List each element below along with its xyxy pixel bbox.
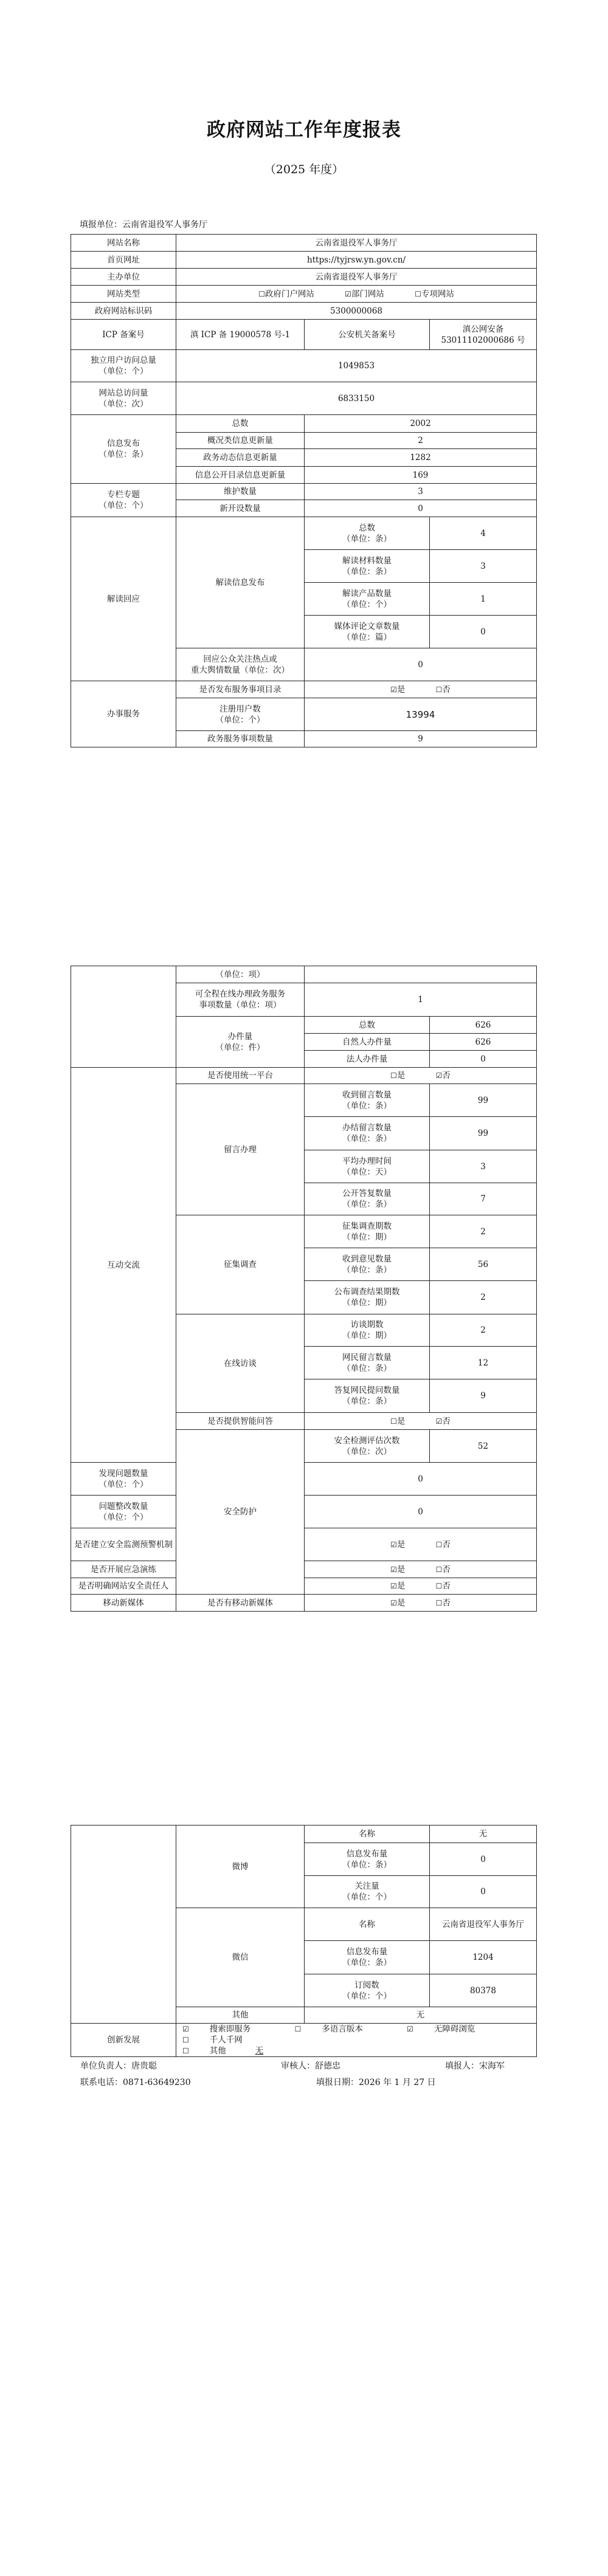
service-items-unit: （单位：项）	[176, 966, 305, 983]
columns-row-label: 新开设数量	[176, 500, 305, 517]
service-items-value: 9	[305, 731, 537, 747]
columns-row-label: 维护数量	[176, 484, 305, 500]
yes-option[interactable]: ☑是	[390, 684, 406, 695]
messages-row-label: 办结留言数量 （单位：条）	[305, 1117, 430, 1150]
qa-label: 是否提供智能问答	[176, 1413, 305, 1430]
icp-value: 滇 ICP 备 19000578 号-1	[176, 320, 305, 350]
site-type-options	[176, 286, 537, 303]
innovation-option[interactable]: ☑ 搜索即服务	[182, 2024, 251, 2034]
pv-value: 6833150	[176, 382, 537, 415]
survey-row-label: 公布调查结果期数 （单位：期）	[305, 1281, 430, 1314]
site-type-option[interactable]: ☑部门网站	[345, 289, 384, 299]
drill-options	[305, 1561, 537, 1578]
contact-phone: 联系电话：0871-63649230	[80, 2078, 191, 2087]
weibo-row-value: 无	[430, 1826, 537, 1843]
interpretation-row-value: 0	[430, 616, 537, 648]
innovation-option[interactable]: ☑ 无障碍浏览	[407, 2024, 475, 2034]
messages-row-label: 公开答复数量 （单位：条）	[305, 1183, 430, 1215]
security-row-value: 0	[305, 1463, 537, 1496]
yes-option[interactable]: ☑是	[390, 1581, 406, 1591]
reviewer: 审核人：舒德忠	[281, 2061, 340, 2071]
innovation-option[interactable]: ☐ 多语言版本	[294, 2024, 363, 2034]
report-title: 政府网站工作年度报表	[207, 119, 401, 141]
icp-label: ICP 备案号	[71, 320, 176, 350]
info-release-row-value: 169	[305, 467, 537, 484]
online-items-value: 1	[305, 983, 537, 1017]
checkbox-unchecked-icon: ☐	[390, 1417, 397, 1426]
report-year: （2025 年度）	[264, 163, 344, 176]
uv-label: 独立用户访问总量 （单位：个）	[71, 350, 176, 382]
security-label: 安全防护	[176, 1430, 305, 1595]
mobile-label-continued	[71, 1826, 176, 2024]
wechat-label: 微信	[176, 1908, 305, 2007]
survey-row-label: 收到意见数量 （单位：条）	[305, 1248, 430, 1281]
id-code-label: 政府网站标识码	[71, 303, 176, 320]
id-code-value: 5300000068	[176, 303, 537, 320]
checkbox-unchecked-icon: ☐	[435, 1540, 443, 1549]
interview-row-label: 网民留言数量 （单位：条）	[305, 1347, 430, 1379]
wechat-row-label: 名称	[305, 1908, 430, 1941]
registered-users-value: 13994	[305, 698, 537, 731]
survey-row-label: 征集调查期数 （单位：期）	[305, 1215, 430, 1248]
wechat-row-value: 云南省退役军人事务厅	[430, 1908, 537, 1941]
checkbox-unchecked-icon: ☐	[435, 1598, 443, 1607]
interview-row-value: 9	[430, 1379, 537, 1413]
mobile-other-label: 其他	[176, 2007, 305, 2024]
info-release-row-value: 2	[305, 433, 537, 449]
yes-option[interactable]: ☑是	[390, 1564, 406, 1575]
interpretation-row-value: 3	[430, 550, 537, 583]
messages-row-value: 3	[430, 1150, 537, 1183]
checkbox-checked-icon: ☑	[390, 1582, 397, 1590]
security-row-value: 0	[305, 1496, 537, 1528]
checkbox-checked-icon: ☑	[407, 2025, 413, 2033]
messages-row-label: 收到留言数量 （单位：条）	[305, 1084, 430, 1117]
interview-row-value: 12	[430, 1347, 537, 1379]
checkbox-checked-icon: ☑	[390, 1565, 397, 1574]
columns-row-value: 3	[305, 484, 537, 500]
service-items-label: 政务服务事项数量	[176, 731, 305, 747]
no-option[interactable]: ☑否	[435, 1071, 451, 1080]
columns-row-value: 0	[305, 500, 537, 517]
cases-row-label: 法人办件量	[305, 1051, 430, 1068]
registered-users-label: 注册用户数 （单位：个）	[176, 698, 305, 731]
innovation-option[interactable]: ☐ 千人千网	[182, 2035, 243, 2045]
weibo-row-label: 名称	[305, 1826, 430, 1843]
survey-row-value: 2	[430, 1215, 537, 1248]
yes-option[interactable]: ☐是	[390, 1071, 406, 1080]
weibo-row-value: 0	[430, 1843, 537, 1876]
checkbox-checked-icon: ☑	[345, 289, 351, 298]
yes-option[interactable]: ☑是	[390, 1539, 406, 1550]
wechat-row-value: 80378	[430, 1974, 537, 2007]
security-row-label: 问题整改数量 （单位：个）	[71, 1496, 176, 1528]
filling-unit: 填报单位：云南省退役军人事务厅	[80, 220, 207, 230]
mobile-other-value: 无	[305, 2007, 537, 2024]
report-table-page-1	[71, 234, 537, 747]
no-option[interactable]: ☐否	[435, 684, 451, 695]
interpretation-row-value: 4	[430, 517, 537, 550]
filled-by: 填报人：宋海军	[445, 2061, 505, 2071]
columns-label: 专栏专题 （单位：个）	[71, 484, 176, 517]
interview-row-label: 访谈期数 （单位：期）	[305, 1314, 430, 1347]
innovation-other-value: 无	[255, 2046, 264, 2056]
checkbox-unchecked-icon: ☐	[182, 2047, 189, 2055]
info-release-row-label: 概况类信息更新量	[176, 433, 305, 449]
site-type-option[interactable]: ☐政府门户网站	[258, 289, 314, 299]
interpretation-sub-label: 解读信息发布	[176, 517, 305, 648]
interpretation-row-label: 解读产品数量 （单位：个）	[305, 583, 430, 616]
report-table-page-2	[71, 966, 537, 1612]
no-option[interactable]: ☐否	[435, 1564, 451, 1575]
online-items-label: 可全程在线办理政务服务 事项数量（单位：项）	[176, 983, 305, 1017]
checkbox-checked-icon: ☑	[390, 1598, 397, 1607]
checkbox-checked-icon: ☑	[390, 685, 397, 694]
warning-options	[305, 1528, 537, 1561]
yes-option[interactable]: ☑是	[390, 1598, 406, 1608]
interview-row-label: 答复网民提问数量 （单位：条）	[305, 1379, 430, 1413]
interpretation-label: 解读回应	[71, 517, 176, 681]
police-record-value: 滇公网安备 53011102000686 号	[430, 320, 537, 350]
survey-row-value: 2	[430, 1281, 537, 1314]
yes-option[interactable]: ☐是	[390, 1416, 406, 1426]
cases-row-label: 总数	[305, 1017, 430, 1034]
homepage-label: 首页网址	[71, 252, 176, 269]
site-type-option[interactable]: ☐专项网站	[415, 289, 454, 299]
service-label: 办事服务	[71, 681, 176, 747]
interview-label: 在线访谈	[176, 1314, 305, 1413]
checkbox-unchecked-icon: ☐	[390, 1071, 397, 1080]
service-catalog-options	[305, 681, 537, 698]
innovation-option-other[interactable]: ☐ 其他 无	[182, 2045, 292, 2056]
qa-options	[305, 1413, 537, 1430]
interpretation-row-label: 媒体评论文章数量 （单位：篇）	[305, 616, 430, 648]
sponsor-value: 云南省退役军人事务厅	[176, 269, 537, 286]
wechat-row-label: 信息发布量 （单位：条）	[305, 1941, 430, 1974]
messages-row-value: 99	[430, 1084, 537, 1117]
checkbox-unchecked-icon: ☐	[258, 289, 265, 298]
no-option[interactable]: ☐否	[435, 1598, 451, 1608]
unit-head: 单位负责人：唐贵聪	[80, 2061, 157, 2071]
info-release-row-label: 信息公开目录信息更新量	[176, 467, 305, 484]
checkbox-unchecked-icon: ☐	[435, 1565, 443, 1574]
checkbox-unchecked-icon: ☐	[435, 1582, 443, 1590]
weibo-row-label: 信息发布量 （单位：条）	[305, 1843, 430, 1876]
messages-row-value: 99	[430, 1117, 537, 1150]
messages-row-label: 平均办理时间 （单位：天）	[305, 1150, 430, 1183]
police-record-label: 公安机关备案号	[305, 320, 430, 350]
owner-label: 是否明确网站安全责任人	[71, 1578, 176, 1595]
site-type-label: 网站类型	[71, 286, 176, 303]
cases-row-label: 自然人办件量	[305, 1034, 430, 1051]
sponsor-label: 主办单位	[71, 269, 176, 286]
survey-row-value: 56	[430, 1248, 537, 1281]
wechat-row-value: 1204	[430, 1941, 537, 1974]
fill-date: 填报日期：2026 年 1 月 27 日	[316, 2078, 436, 2087]
checkbox-checked-icon: ☑	[182, 2025, 189, 2033]
platform-options	[305, 1068, 537, 1084]
wechat-row-label: 订阅数 （单位：个）	[305, 1974, 430, 2007]
interpretation-row-label: 解读材料数量 （单位：条）	[305, 550, 430, 583]
site-name-label: 网站名称	[71, 235, 176, 252]
weibo-row-label: 关注量 （单位：个）	[305, 1876, 430, 1908]
innovation-label: 创新发展	[71, 2024, 176, 2057]
security-row-value: 52	[430, 1430, 537, 1463]
mobile-has-options	[305, 1595, 537, 1612]
info-release-row-value: 1282	[305, 449, 537, 467]
interpretation-row-value: 1	[430, 583, 537, 616]
checkbox-checked-icon: ☑	[390, 1540, 397, 1549]
security-row-label: 发现问题数量 （单位：个）	[71, 1463, 176, 1496]
checkbox-unchecked-icon: ☐	[182, 2036, 189, 2044]
checkbox-unchecked-icon: ☐	[435, 685, 443, 694]
cases-label: 办件量 （单位：件）	[176, 1017, 305, 1068]
response-value: 0	[305, 648, 537, 681]
owner-options	[305, 1578, 537, 1595]
site-name-value: 云南省退役军人事务厅	[176, 235, 537, 252]
interpretation-row-label: 总数 （单位：条）	[305, 517, 430, 550]
interview-row-value: 2	[430, 1314, 537, 1347]
checkbox-unchecked-icon: ☐	[294, 2025, 302, 2033]
cases-row-value: 626	[430, 1034, 537, 1051]
checkbox-unchecked-icon: ☐	[415, 289, 421, 298]
checkbox-checked-icon: ☑	[435, 1417, 443, 1426]
report-table-page-3	[71, 1825, 537, 2057]
homepage-link[interactable]: https://tyjrsw.yn.gov.cn/	[176, 252, 537, 269]
warning-label: 是否建立安全监测预警机制	[71, 1528, 176, 1561]
drill-label: 是否开展应急演练	[71, 1561, 176, 1578]
platform-label: 是否使用统一平台	[176, 1068, 305, 1084]
security-row-label: 安全检测评估次数 （单位：次）	[305, 1430, 430, 1463]
innovation-options	[176, 2024, 537, 2057]
weibo-row-value: 0	[430, 1876, 537, 1908]
uv-value: 1049853	[176, 350, 537, 382]
cases-row-value: 626	[430, 1017, 537, 1034]
mobile-label: 移动新媒体	[71, 1595, 176, 1612]
messages-row-value: 7	[430, 1183, 537, 1215]
info-release-row-value: 2002	[305, 415, 537, 433]
checkbox-checked-icon: ☑	[435, 1071, 443, 1080]
service-label-continued	[71, 966, 176, 1068]
pv-label: 网站总访问量 （单位：次）	[71, 382, 176, 415]
mobile-has-label: 是否有移动新媒体	[176, 1595, 305, 1612]
info-release-label: 信息发布 （单位：条）	[71, 415, 176, 484]
messages-label: 留言办理	[176, 1084, 305, 1215]
interaction-label: 互动交流	[71, 1068, 176, 1463]
response-label: 回应公众关注热点或 重大舆情数量（单位：次）	[176, 648, 305, 681]
no-option[interactable]: ☐否	[435, 1581, 451, 1591]
cases-row-value: 0	[430, 1051, 537, 1068]
service-catalog-label: 是否发布服务事项目录	[176, 681, 305, 698]
weibo-label: 微博	[176, 1826, 305, 1908]
no-option[interactable]: ☑否	[435, 1416, 451, 1426]
survey-label: 征集调查	[176, 1215, 305, 1314]
no-option[interactable]: ☐否	[435, 1539, 451, 1550]
info-release-row-label: 政务动态信息更新量	[176, 449, 305, 467]
info-release-row-label: 总数	[176, 415, 305, 433]
